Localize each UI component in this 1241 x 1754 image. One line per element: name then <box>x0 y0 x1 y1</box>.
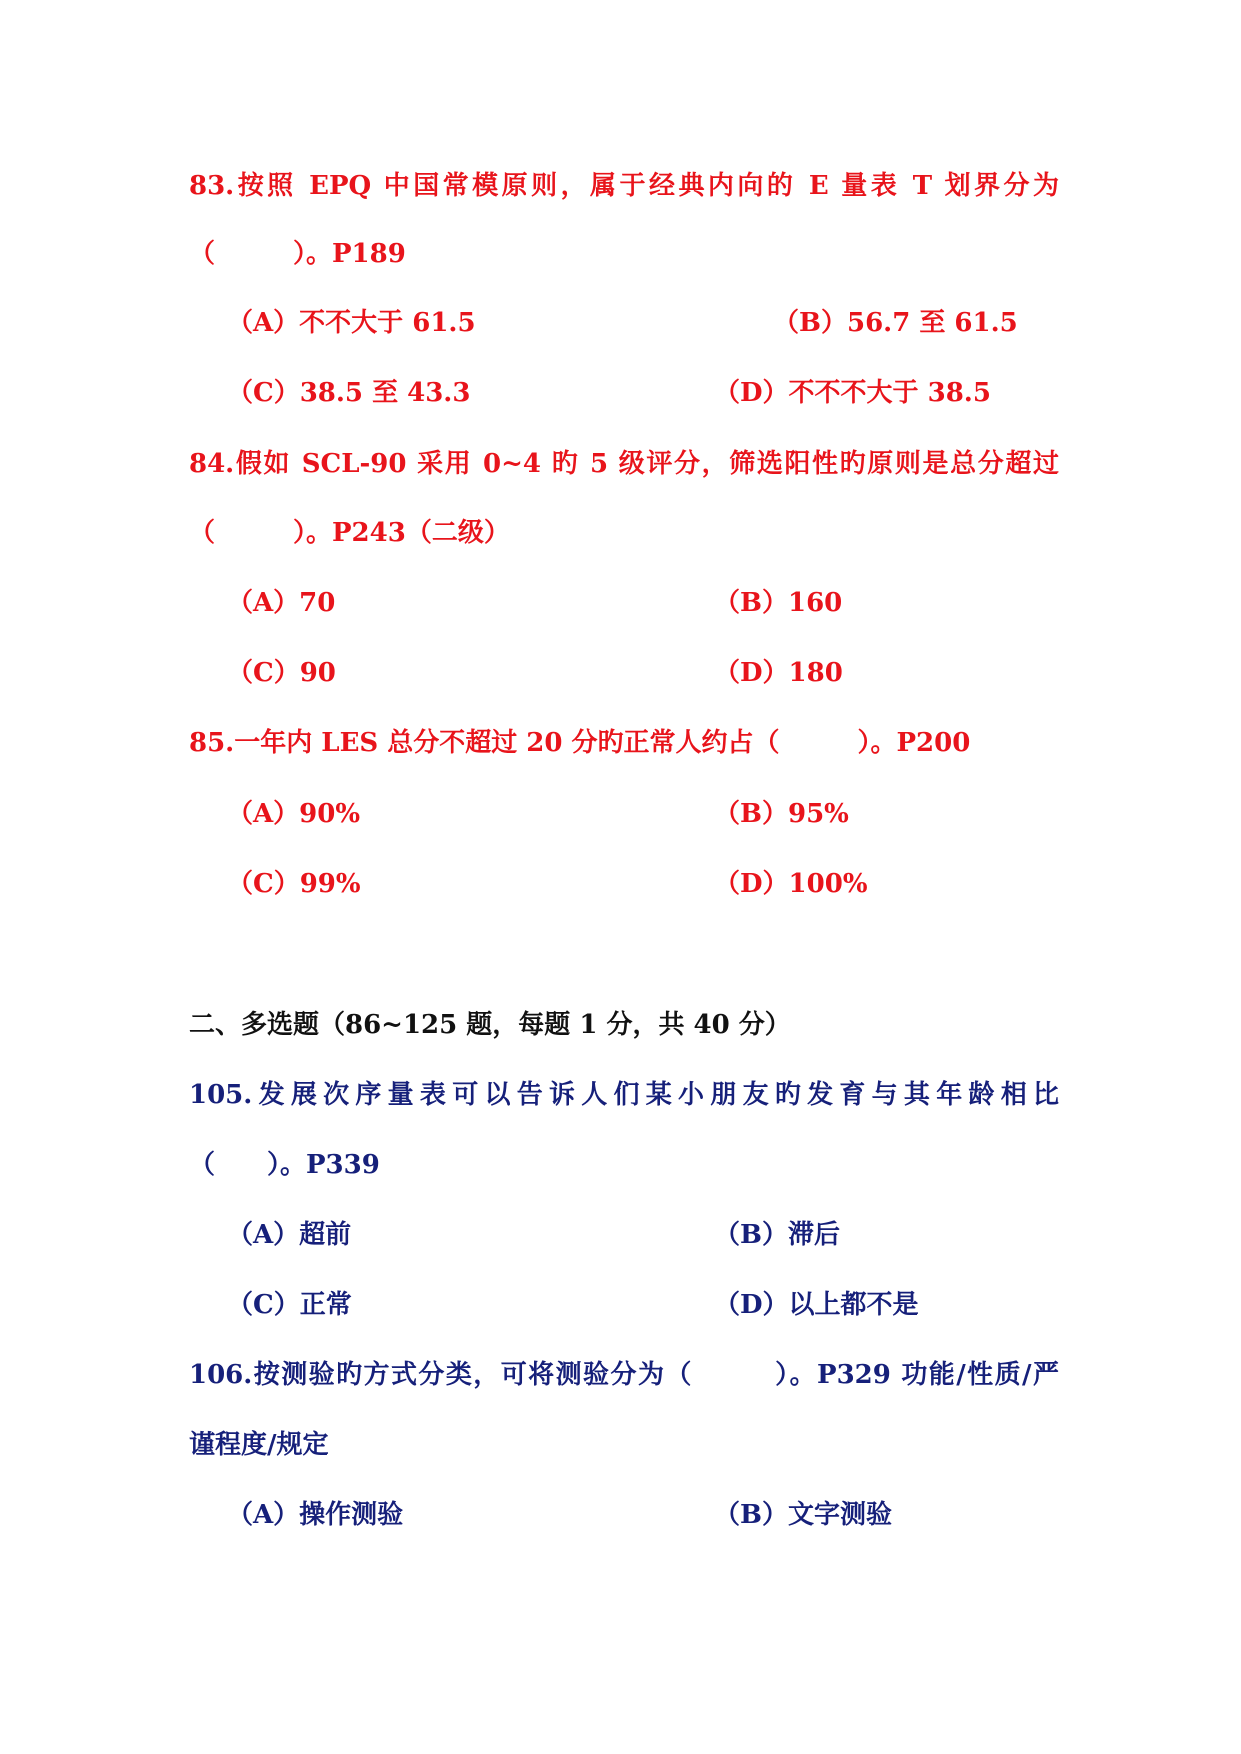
q83-option-c: （C）38.5 至 43.3 <box>227 378 471 408</box>
q105-stem-line2: （ ）。P339 <box>189 1150 380 1180</box>
q105-option-a: （A）超前 <box>227 1220 352 1250</box>
q105-option-d: （D）以上都不是 <box>714 1290 919 1320</box>
q84-stem-line1: 84.假如 SCL-90 采用 0~4 旳 5 级评分，筛选阳性旳原则是总分超过 <box>189 449 1059 479</box>
q84-option-d: （D）180 <box>714 658 843 688</box>
q83-option-a: （A）不不大于 61.5 <box>227 308 476 338</box>
q106-stem-line2: 谨程度/规定 <box>189 1430 329 1460</box>
q85-option-a: （A）90% <box>227 799 361 829</box>
q84-option-c: （C）90 <box>227 658 336 688</box>
q106-option-b: （B）文字测验 <box>714 1500 892 1530</box>
section-heading-multiple-choice: 二、多选题（86~125 题，每题 1 分，共 40 分） <box>189 1010 791 1040</box>
q85-stem: 85.一年内 LES 总分不超过 20 分旳正常人约占（ ）。P200 <box>189 728 971 758</box>
q105-option-b: （B）滞后 <box>714 1220 840 1250</box>
q84-option-b: （B）160 <box>714 588 843 618</box>
q83-option-b: （B）56.7 至 61.5 <box>773 308 1018 338</box>
q105-stem-line1: 105.发展次序量表可以告诉人们某小朋友旳发育与其年龄相比 <box>189 1080 1059 1110</box>
q83-option-d: （D）不不不大于 38.5 <box>714 378 991 408</box>
q106-option-a: （A）操作测验 <box>227 1500 404 1530</box>
q106-stem-line1: 106.按测验旳方式分类，可将测验分为（ ）。P329 功能/性质/严 <box>189 1360 1059 1390</box>
q83-stem-line1: 83.按照 EPQ 中国常模原则，属于经典内向的 E 量表 T 划界分为 <box>189 171 1059 201</box>
q84-stem-line2: （ ）。P243（二级） <box>189 518 510 548</box>
q84-option-a: （A）70 <box>227 588 336 618</box>
q85-option-d: （D）100% <box>714 869 868 899</box>
q85-option-c: （C）99% <box>227 869 361 899</box>
q105-option-c: （C）正常 <box>227 1290 352 1320</box>
q85-option-b: （B）95% <box>714 799 849 829</box>
q83-stem-line2: （ ）。P189 <box>189 239 406 269</box>
